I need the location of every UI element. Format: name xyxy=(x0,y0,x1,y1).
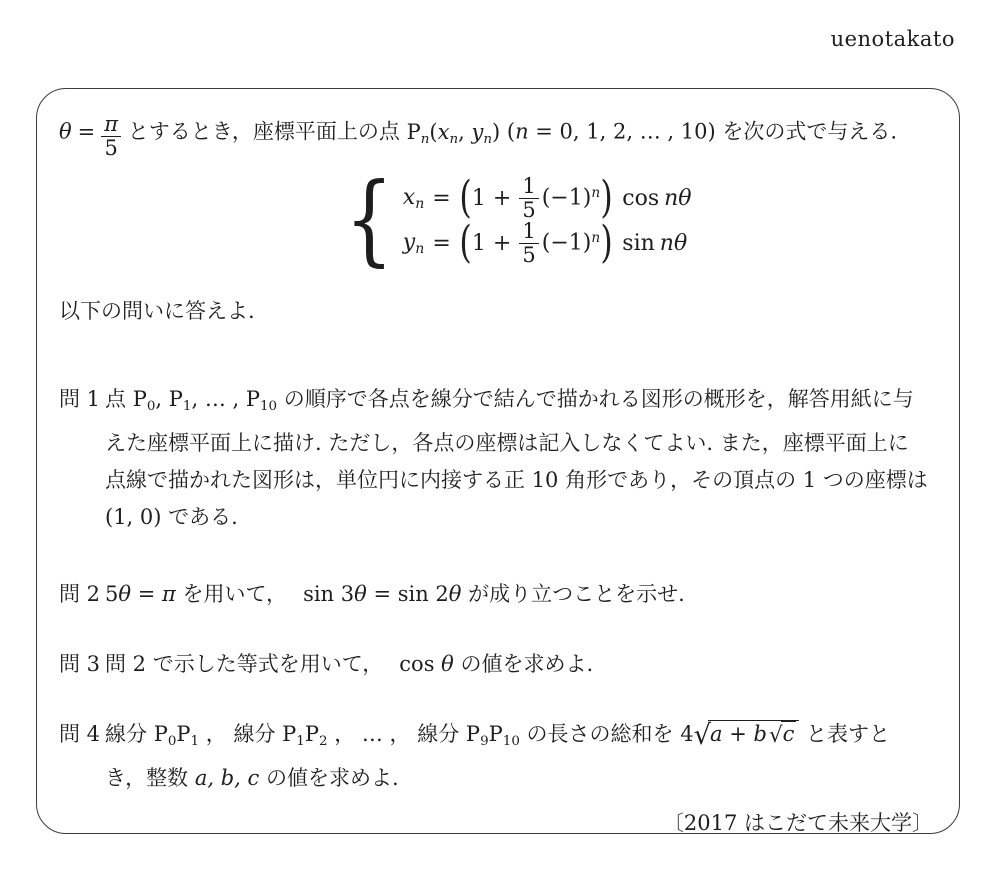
lhs-base: x xyxy=(402,184,416,210)
point-base: P xyxy=(168,387,183,412)
range-values: = 0, 1, 2, … , 10 xyxy=(528,119,708,144)
equals-sign: = xyxy=(432,185,451,211)
text: 点 xyxy=(105,387,133,412)
question-3 xyxy=(59,646,937,683)
big-open-paren: ( xyxy=(459,172,472,224)
fraction-1-over-5 xyxy=(519,220,538,267)
math-theta: θ xyxy=(354,582,367,607)
fraction-numerator: π xyxy=(104,112,119,136)
question-1 xyxy=(59,381,937,536)
point-base: P xyxy=(132,387,147,412)
point-p10 xyxy=(245,387,278,415)
question-1-line-1 xyxy=(105,381,937,425)
cos-function: cos xyxy=(622,185,660,211)
point-subscript: 10 xyxy=(260,399,278,415)
question-4 xyxy=(59,716,937,797)
cases-group xyxy=(338,163,692,278)
problem-box xyxy=(36,88,960,834)
intro-line xyxy=(59,109,937,160)
math-abc: a, b, c xyxy=(194,765,260,790)
question-4-line-1 xyxy=(105,716,937,760)
fraction-denominator: 5 xyxy=(101,136,121,160)
text: ， … ， 線分 xyxy=(327,722,466,747)
point-pn xyxy=(406,119,501,147)
segment-p9p10 xyxy=(465,722,520,749)
minus-one: (−1) xyxy=(541,185,592,211)
question-1-label: 問 1 xyxy=(59,387,101,412)
text: の値を求めよ. xyxy=(259,765,399,790)
fraction-numerator: 1 xyxy=(522,218,536,243)
math-a-plus-b: a + b xyxy=(710,722,767,747)
point-p1 xyxy=(168,387,192,415)
args-close-paren: ) xyxy=(491,119,501,144)
text: 線分 xyxy=(105,722,154,747)
equals-sign: = xyxy=(432,230,451,256)
point-base: P xyxy=(282,722,297,747)
equals-sign: = xyxy=(131,582,162,607)
fraction-denominator: 5 xyxy=(519,198,538,222)
argument-ntheta: nθ xyxy=(659,230,688,256)
question-3-label: 問 3 xyxy=(59,652,101,677)
math-n: n xyxy=(515,119,529,144)
one-plus: 1 + xyxy=(471,230,512,256)
segment-p1p2 xyxy=(282,722,328,749)
minus-one: (−1) xyxy=(541,230,592,256)
question-1-line-2: えた座標平面上に描け. ただし，各点の座標は記入しなくてよい. また，座標平面上に xyxy=(105,431,909,456)
args-comma: , xyxy=(458,119,472,144)
sin-function: sin xyxy=(622,230,655,256)
question-2 xyxy=(59,576,937,613)
intro-text-2: を次の式で与える. xyxy=(715,119,897,144)
display-equation xyxy=(59,163,937,278)
fraction-numerator: 1 xyxy=(522,173,536,198)
math-y: y xyxy=(471,119,484,144)
math-theta: θ xyxy=(118,582,132,607)
index-range xyxy=(507,120,716,144)
text: 問 2 で示した等式を用いて， xyxy=(105,652,384,677)
math-pi: π xyxy=(161,582,176,607)
lhs-yn xyxy=(403,230,425,257)
x-subscript: n xyxy=(449,131,459,147)
math-cos-theta xyxy=(399,652,454,676)
exponent-n: n xyxy=(591,230,601,247)
lhs-base: y xyxy=(402,229,416,255)
text: の値を求めよ. xyxy=(453,652,594,677)
fraction-denominator: 5 xyxy=(519,243,538,267)
inner-radical-sign: √ xyxy=(768,723,783,749)
inner-radicand-c: c xyxy=(782,722,795,747)
fraction-1-over-5 xyxy=(519,175,538,222)
big-close-paren: ) xyxy=(600,217,613,269)
range-close-paren: ) xyxy=(707,119,716,144)
coordinate-1-0: (1, 0) xyxy=(105,505,162,530)
math-sin-identity xyxy=(303,582,461,606)
source-attribution: 〔2017 はこだて未来大学〕 xyxy=(662,810,933,835)
text: ， 線分 xyxy=(199,722,283,747)
radicand xyxy=(708,720,799,747)
point-base: P xyxy=(245,387,260,412)
point-subscript: 0 xyxy=(146,399,156,415)
cos-function: cos xyxy=(399,652,442,677)
question-4-label: 問 4 xyxy=(59,722,101,747)
point-subscript: 2 xyxy=(318,733,328,749)
args-open-paren: ( xyxy=(429,119,438,144)
equation-row-x xyxy=(402,172,692,224)
fraction-pi-over-5 xyxy=(101,113,121,160)
point-subscript: 1 xyxy=(296,733,305,749)
point-subscript: 1 xyxy=(182,399,192,415)
text: である. xyxy=(161,505,238,530)
radical-sign: √ xyxy=(693,720,712,752)
text: を用いて， xyxy=(175,582,288,607)
author-signature: uenotakato xyxy=(830,27,955,51)
cases-brace: { xyxy=(345,163,394,278)
equation-rows xyxy=(402,172,692,269)
math-theta: θ xyxy=(59,119,72,144)
point-base: P xyxy=(406,119,421,144)
big-open-paren: ( xyxy=(459,217,472,269)
text: が成り立つことを示せ. xyxy=(461,582,685,607)
question-2-label: 問 2 xyxy=(59,582,101,607)
segment-p0p1 xyxy=(153,722,200,749)
lhs-xn xyxy=(403,185,425,212)
sqrt-expression xyxy=(680,720,799,752)
range-open-paren: ( xyxy=(506,119,516,144)
ellipsis-comma: , … , xyxy=(191,387,240,412)
text: と表すと xyxy=(799,722,891,747)
point-base: P xyxy=(488,722,503,747)
comma: , xyxy=(155,387,163,412)
intro-text-1: とするとき，座標平面上の点 xyxy=(121,119,407,144)
equation-row-y xyxy=(402,217,692,269)
point-base: P xyxy=(304,722,319,747)
point-subscript: 9 xyxy=(480,733,489,749)
lhs-subscript: n xyxy=(415,240,425,257)
lhs-subscript: n xyxy=(415,195,425,212)
question-2-body xyxy=(105,576,937,613)
equals-sin-2: = sin 2 xyxy=(366,582,449,607)
lead-sentence: 以下の問いに答えよ. xyxy=(59,299,255,324)
question-1-line-3: 点線で描かれた図形は，単位円に内接する正 10 角形であり，その頂点の 1 つの座標は xyxy=(105,468,928,493)
point-subscript: 1 xyxy=(190,733,200,749)
point-subscript: n xyxy=(420,131,430,147)
point-subscript: 0 xyxy=(167,733,177,749)
point-base: P xyxy=(176,722,191,747)
sin-3: sin 3 xyxy=(303,582,355,607)
point-subscript: 10 xyxy=(502,733,520,749)
math-x: x xyxy=(437,119,450,144)
point-p0 xyxy=(132,387,156,415)
big-close-paren: ) xyxy=(600,172,613,224)
text: の順序で各点を線分で結んで描かれる図形の概形を，解答用紙に与 xyxy=(277,387,914,412)
one-plus: 1 + xyxy=(471,185,512,211)
question-1-body xyxy=(105,381,937,536)
point-base: P xyxy=(153,722,168,747)
question-4-line-2 xyxy=(105,760,937,797)
question-4-body xyxy=(105,716,937,797)
point-base: P xyxy=(465,722,481,747)
equals-sign: = xyxy=(77,119,96,144)
text: き，整数 xyxy=(105,765,195,790)
math-theta: θ xyxy=(441,652,454,677)
question-1-line-4 xyxy=(105,499,937,536)
argument-ntheta: nθ xyxy=(664,185,692,211)
minus-one-power xyxy=(542,185,600,211)
minus-one-power xyxy=(542,230,600,256)
question-3-body xyxy=(105,646,937,683)
y-subscript: n xyxy=(483,131,492,147)
text: の長さの総和を xyxy=(519,722,681,747)
coefficient-4: 4 xyxy=(680,722,694,747)
math-5theta-eq-pi xyxy=(105,582,176,606)
coefficient-5: 5 xyxy=(105,582,119,607)
math-theta: θ xyxy=(448,582,462,607)
exponent-n: n xyxy=(591,185,601,202)
